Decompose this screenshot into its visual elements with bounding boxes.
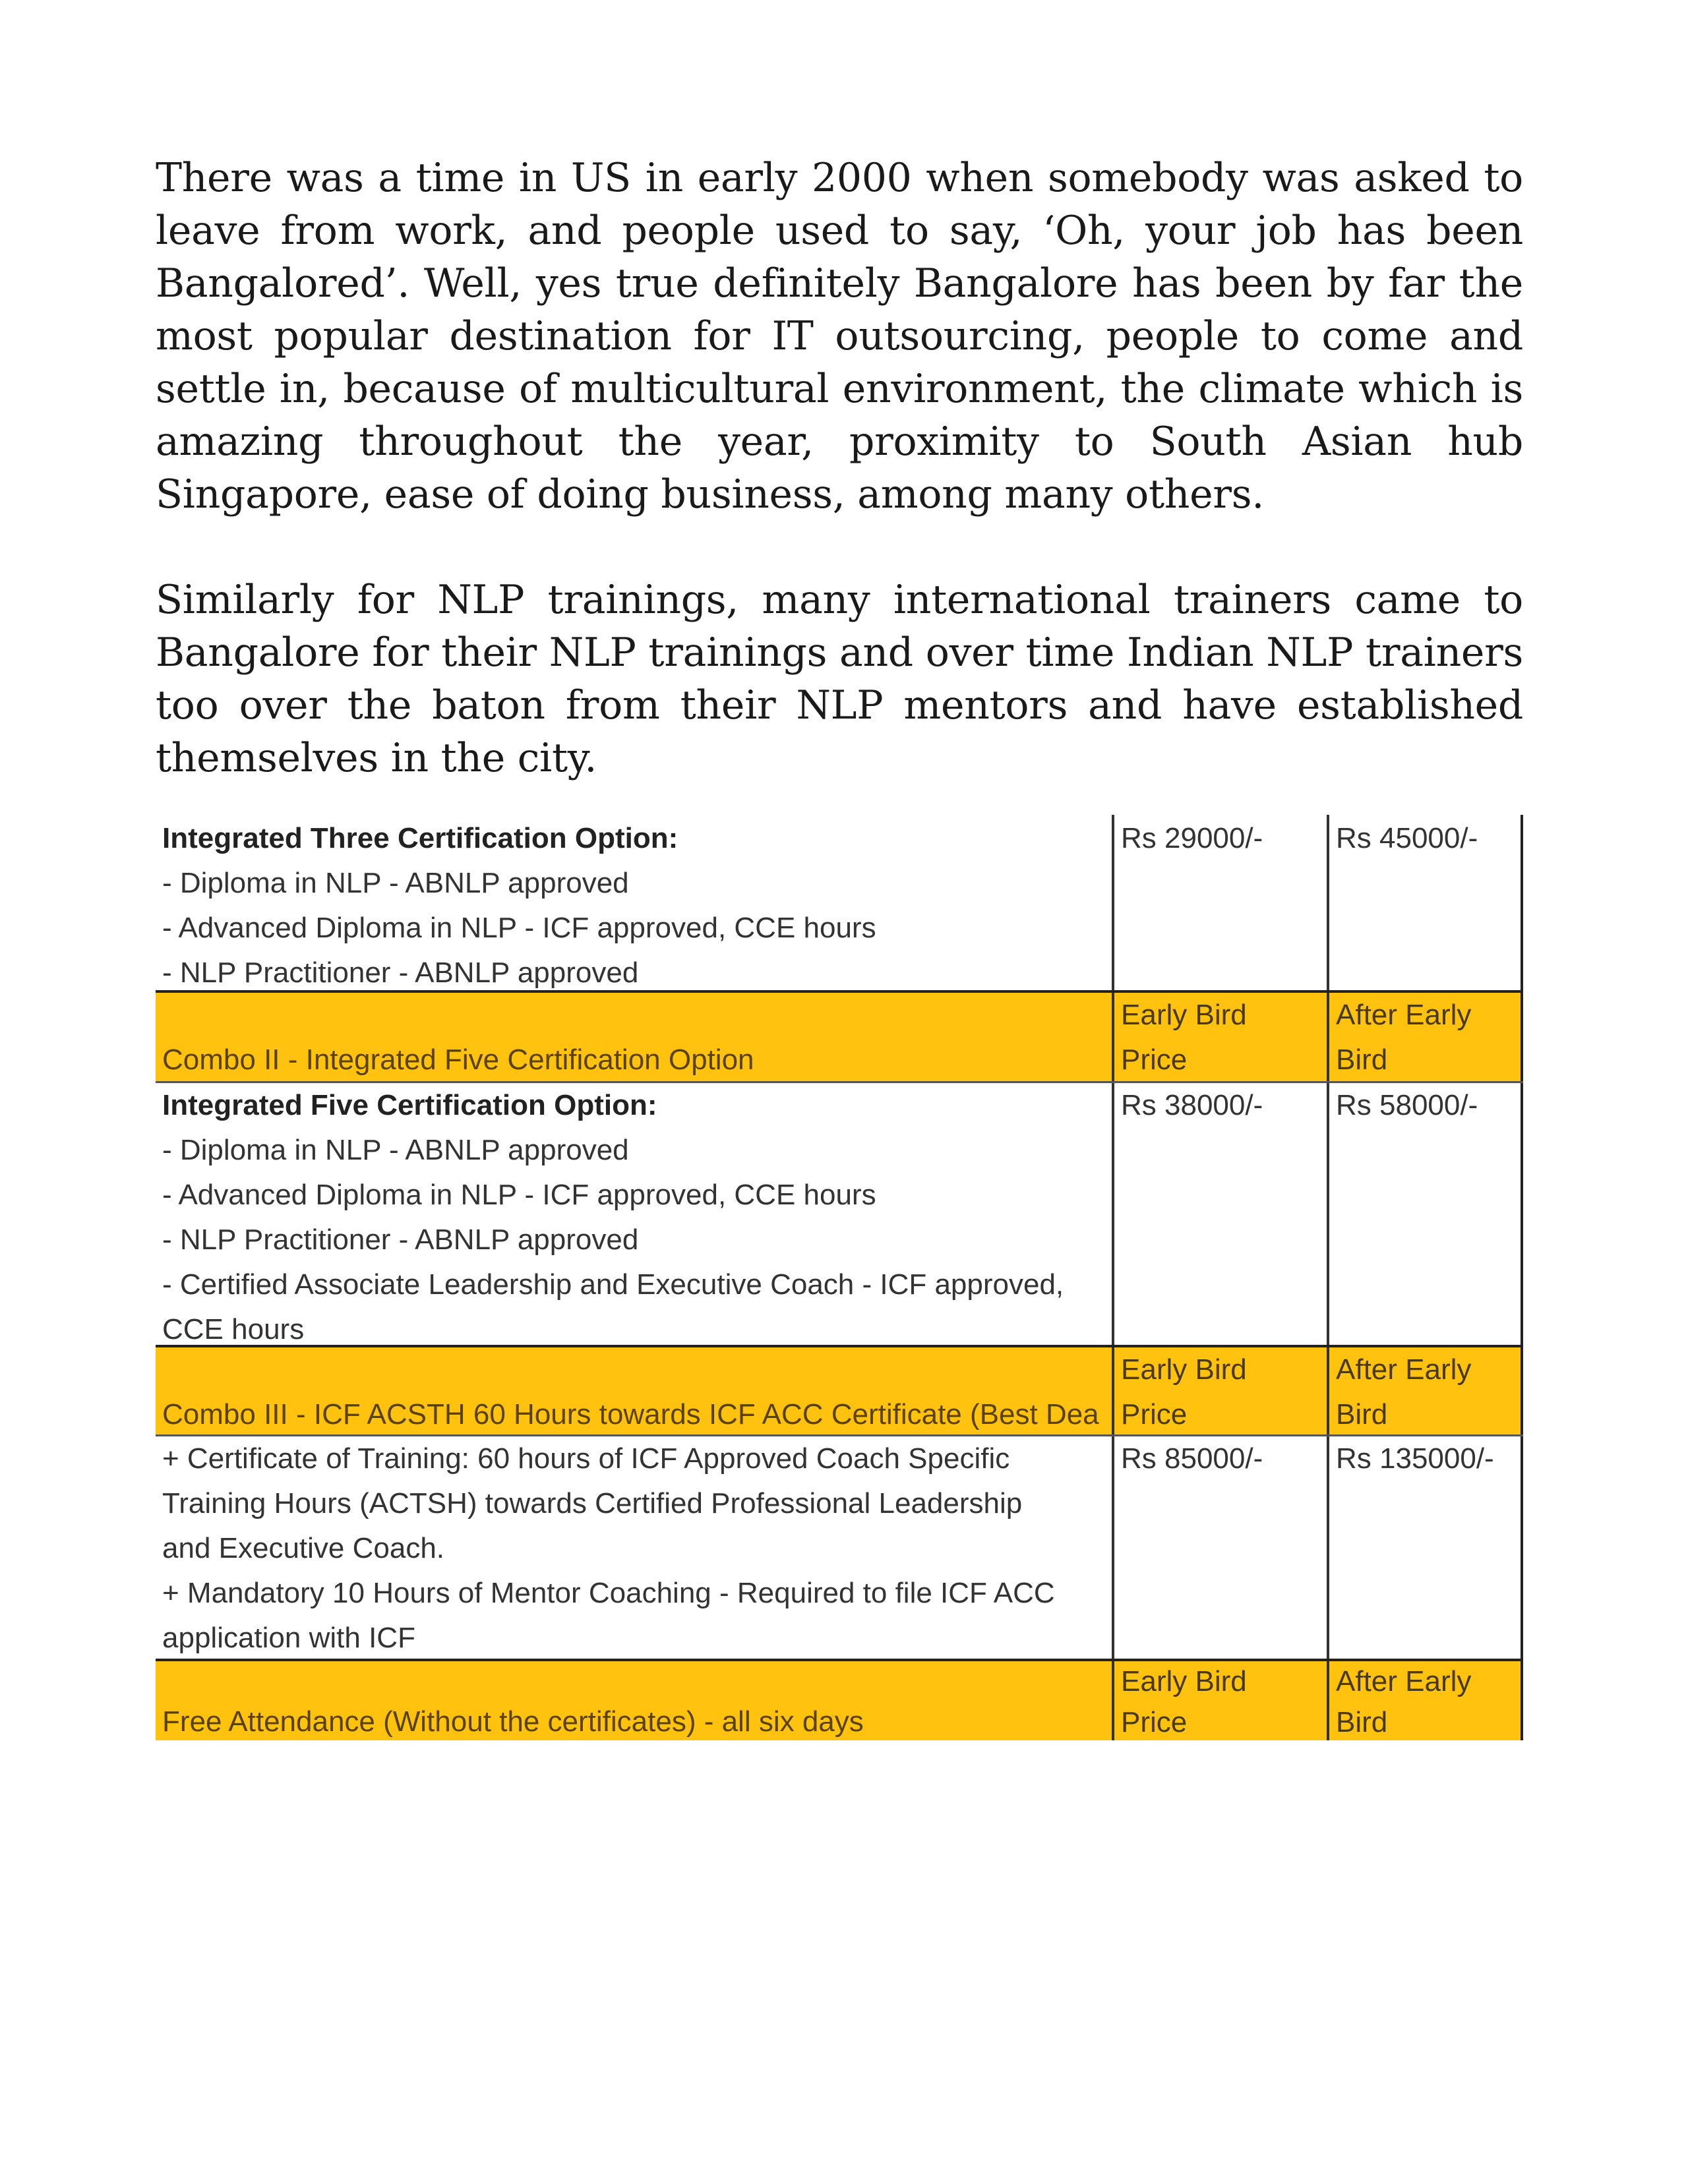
- header-text: Price: [1121, 1044, 1188, 1076]
- option-item: - Certified Associate Leadership and Executive Coach - ICF approved,: [162, 1268, 1064, 1301]
- combo-label-text: Free Attendance (Without the certificates) - all six days: [162, 1705, 864, 1738]
- header-text: After Early: [1336, 999, 1472, 1031]
- table-border: [1521, 1661, 1523, 1740]
- table-row: [156, 815, 1523, 990]
- option-heading: Integrated Three Certification Option:: [162, 822, 678, 854]
- after-early-bird-header: [1327, 1661, 1523, 1740]
- combo-label: [156, 993, 1112, 1081]
- table-border: [1521, 1083, 1523, 1345]
- option-item: - Advanced Diploma in NLP - ICF approved, CCE hours: [162, 1179, 876, 1211]
- after-early-bird-price: Rs 45000/-: [1327, 815, 1523, 990]
- header-text: Bird: [1336, 1044, 1388, 1076]
- header-text: Bird: [1336, 1398, 1388, 1431]
- option-item: - Diploma in NLP - ABNLP approved: [162, 867, 629, 899]
- combo-label: [156, 1347, 1112, 1434]
- after-early-bird-price: Rs 58000/-: [1327, 1083, 1523, 1345]
- option-item: and Executive Coach.: [162, 1532, 445, 1564]
- table-border: [1521, 815, 1523, 990]
- option-item: application with ICF: [162, 1622, 415, 1654]
- header-text: After Early: [1336, 1353, 1472, 1386]
- option-description: [156, 1083, 1112, 1345]
- combo-header-row: [156, 1659, 1523, 1740]
- after-early-bird-header: [1327, 993, 1523, 1081]
- header-text: Early Bird: [1121, 1665, 1247, 1697]
- table-row: [156, 1434, 1523, 1659]
- option-item: - NLP Practitioner - ABNLP approved: [162, 957, 639, 989]
- combo-header-row: [156, 1345, 1523, 1434]
- table-row: [156, 1081, 1523, 1345]
- header-text: Early Bird: [1121, 1353, 1247, 1386]
- header-text: Price: [1121, 1706, 1188, 1738]
- early-bird-price: Rs 38000/-: [1112, 1083, 1327, 1345]
- option-item: + Mandatory 10 Hours of Mentor Coaching - Required to file ICF ACC: [162, 1577, 1055, 1609]
- header-text: Bird: [1336, 1706, 1388, 1738]
- early-bird-header: [1112, 993, 1327, 1081]
- table-border: [1521, 1347, 1523, 1434]
- combo-label-text: Combo III - ICF ACSTH 60 Hours towards ICF ACC Certificate (Best Dea: [162, 1398, 1099, 1431]
- combo-label-text: Combo II - Integrated Five Certification Option: [162, 1044, 754, 1076]
- article-body: [156, 152, 1523, 784]
- paragraph-nlp-trainings: Similarly for NLP trainings, many international trainers came to Bangalore for their NLP trainings and over time Indian NLP trainers too over the baton from their NLP mentors and have established themselves in the city.: [156, 577, 1523, 781]
- header-text: Early Bird: [1121, 999, 1247, 1031]
- table-border: [1521, 1436, 1523, 1659]
- combo-label: [156, 1661, 1112, 1740]
- header-text: After Early: [1336, 1665, 1472, 1697]
- option-item: - Advanced Diploma in NLP - ICF approved, CCE hours: [162, 912, 876, 944]
- early-bird-price: Rs 85000/-: [1112, 1436, 1327, 1659]
- pricing-table-image: [156, 815, 1523, 1740]
- option-item: + Certificate of Training: 60 hours of ICF Approved Coach Specific: [162, 1442, 1010, 1475]
- after-early-bird-price: Rs 135000/-: [1327, 1436, 1523, 1659]
- option-description: [156, 1436, 1112, 1659]
- paragraph-bangalore-intro: There was a time in US in early 2000 when somebody was asked to leave from work, and people used to say, ‘Oh, your job has been Bangalored’. Well, yes true definitely Bangalore has been by far the most popular destination for IT outsourcing, people to come and settle in, because of multicultural environment, the climate which is amazing throughout the year, proximity to South Asian hub Singapore, ease of doing business, among many others.: [156, 155, 1523, 517]
- option-item: - Diploma in NLP - ABNLP approved: [162, 1134, 629, 1166]
- combo-header-row: [156, 990, 1523, 1081]
- table-border: [1521, 993, 1523, 1081]
- early-bird-header: [1112, 1347, 1327, 1434]
- header-text: Price: [1121, 1398, 1188, 1431]
- option-item: CCE hours: [162, 1313, 305, 1345]
- option-item: - NLP Practitioner - ABNLP approved: [162, 1224, 639, 1256]
- early-bird-price: Rs 29000/-: [1112, 815, 1327, 990]
- option-heading: Integrated Five Certification Option:: [162, 1089, 657, 1121]
- option-description: [156, 815, 1112, 990]
- option-item: Training Hours (ACTSH) towards Certified Professional Leadership: [162, 1487, 1023, 1520]
- early-bird-header: [1112, 1661, 1327, 1740]
- after-early-bird-header: [1327, 1347, 1523, 1434]
